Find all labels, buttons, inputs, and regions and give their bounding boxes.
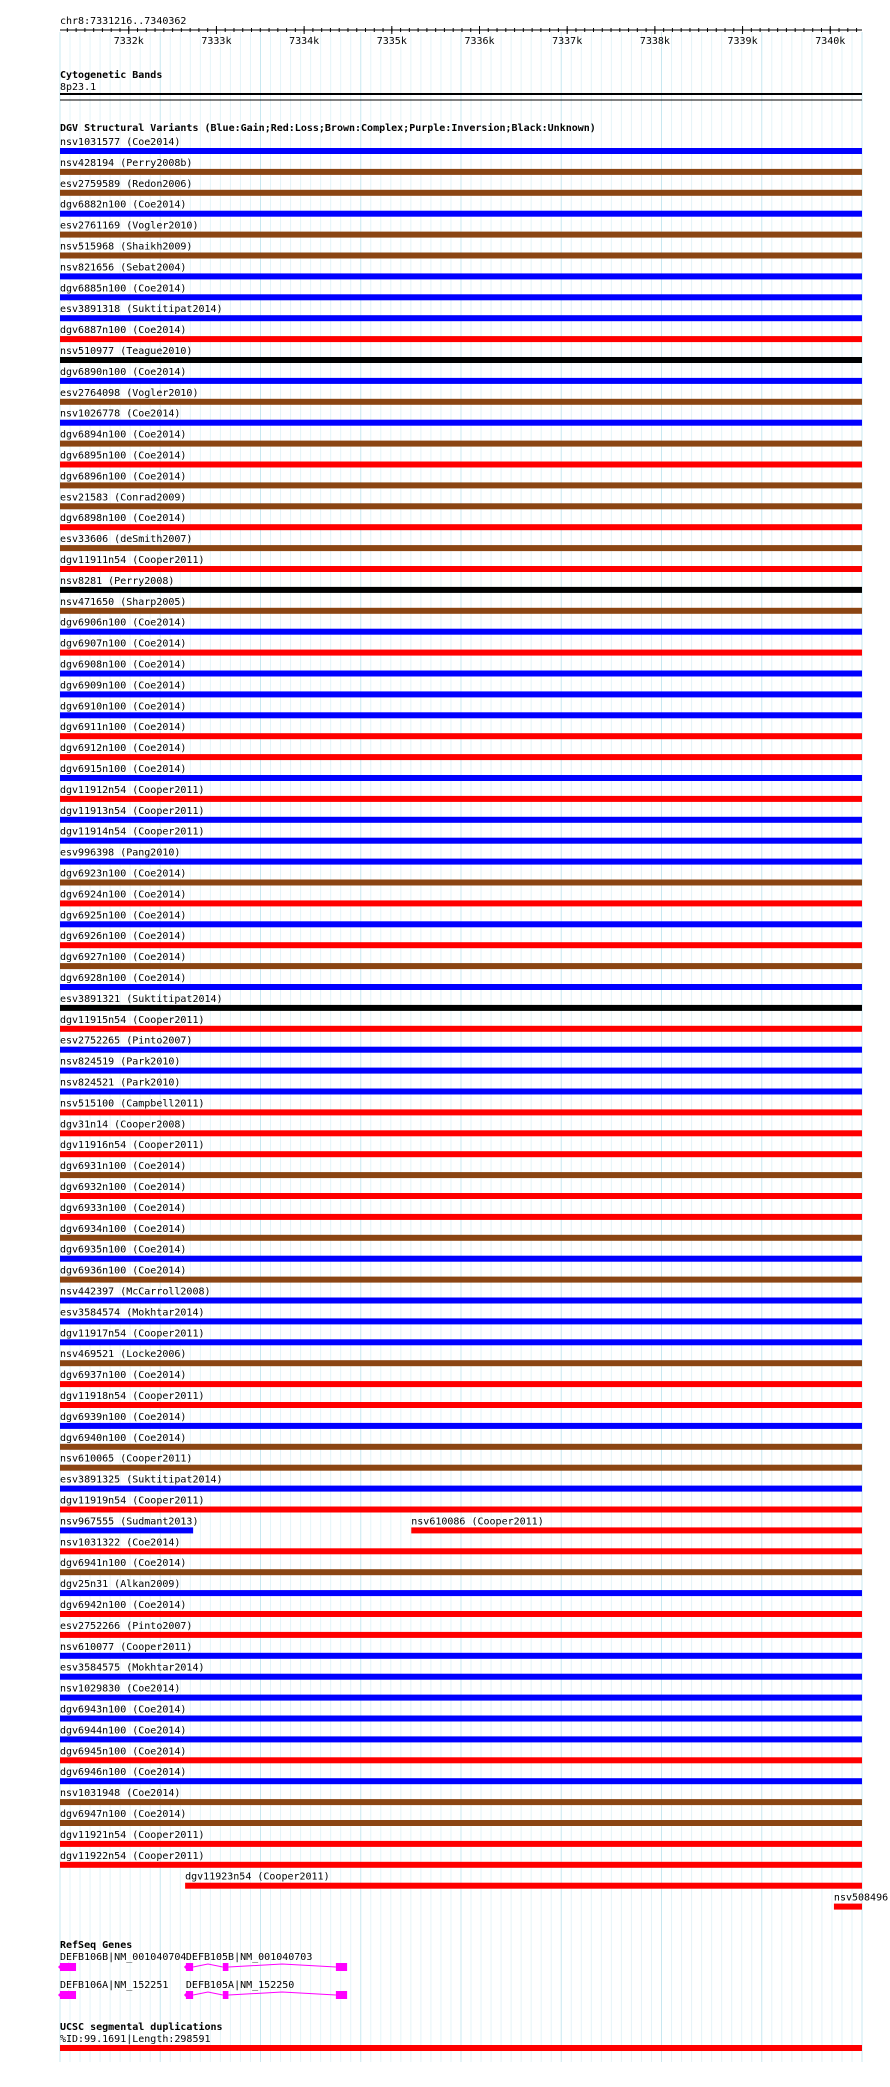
dgv-variant-bar[interactable] <box>60 629 862 635</box>
ruler-tick-label: 7338k <box>639 36 670 47</box>
ruler-tick-label: 7340k <box>815 36 846 47</box>
dgv-variant-bar[interactable] <box>60 566 862 572</box>
dgv-variant-bar[interactable] <box>60 1841 862 1847</box>
dgv-variant-bar[interactable] <box>60 1235 862 1241</box>
refseq-gene-label: DEFB106A|NM_152251 <box>60 1980 169 1991</box>
dgv-variant-bar[interactable] <box>60 399 862 405</box>
dgv-variant-bar[interactable] <box>60 294 862 300</box>
dgv-variant-bar[interactable] <box>60 1444 862 1450</box>
dgv-variant-bar[interactable] <box>60 1402 862 1408</box>
ruler-tick-label: 7335k <box>376 36 407 47</box>
dgv-variant-label: esv3891325 (Suktitipat2014) <box>60 1474 223 1486</box>
dgv-variant-label: dgv31n14 (Cooper2008) <box>60 1119 187 1131</box>
dgv-variant-label: nsv8281 (Perry2008) <box>60 575 175 587</box>
dgv-variant-bar[interactable] <box>60 336 862 342</box>
dgv-variant-label: dgv11922n54 (Cooper2011) <box>60 1850 205 1862</box>
dgv-variant-label: nsv442397 (McCarroll2008) <box>60 1286 211 1298</box>
cytoband-track-title: Cytogenetic Bands <box>60 70 163 81</box>
dgv-variant-label: dgv6887n100 (Coe2014) <box>60 325 187 337</box>
dgv-variant-bar[interactable] <box>60 942 862 948</box>
dgv-variant-bar[interactable] <box>60 1360 862 1366</box>
dgv-variant-label: dgv6924n100 (Coe2014) <box>60 889 187 901</box>
dgv-variant-bar[interactable] <box>60 733 862 739</box>
dgv-variant-bar[interactable] <box>60 190 862 196</box>
dgv-variant-bar[interactable] <box>60 1193 862 1199</box>
dgv-variant-label: nsv471650 (Sharp2005) <box>60 596 187 608</box>
dgv-variant-label: dgv6932n100 (Coe2014) <box>60 1182 187 1193</box>
dgv-variant-label: esv2764098 (Vogler2010) <box>60 387 199 399</box>
dgv-variant-bar[interactable] <box>60 503 862 509</box>
dgv-variant-bar[interactable] <box>60 1068 862 1074</box>
refseq-gene-label: DEFB105B|NM_001040703 <box>185 1952 313 1963</box>
dgv-variant-bar[interactable] <box>60 148 862 154</box>
dgv-variant-label: nsv610077 (Cooper2011) <box>60 1641 193 1653</box>
dgv-variant-bar[interactable] <box>60 1507 862 1513</box>
dgv-variant-bar[interactable] <box>60 1214 862 1220</box>
dgv-variant-label: esv2752265 (Pinto2007) <box>60 1035 193 1047</box>
dgv-variant-bar[interactable] <box>60 1674 862 1680</box>
dgv-variant-label: dgv6890n100 (Coe2014) <box>60 366 187 378</box>
dgv-variant-bar[interactable] <box>60 691 862 697</box>
dgv-variant-bar[interactable] <box>60 1318 862 1324</box>
dgv-variant-label: dgv11915n54 (Cooper2011) <box>60 1014 205 1026</box>
dgv-variant-bar[interactable] <box>60 273 862 279</box>
dgv-variant-bar[interactable] <box>60 1486 862 1492</box>
dgv-variant-bar[interactable] <box>60 1151 862 1157</box>
dgv-variant-bar[interactable] <box>60 524 862 530</box>
dgv-variant-label: nsv824521 (Park2010) <box>60 1077 181 1089</box>
dgv-variant-bar[interactable] <box>60 1590 862 1596</box>
dgv-variant-label: nsv1026778 (Coe2014) <box>60 408 181 420</box>
dgv-variant-bar[interactable] <box>60 608 862 614</box>
dgv-variant-label: esv3584575 (Mokhtar2014) <box>60 1662 205 1674</box>
dgv-variant-bar[interactable] <box>60 1298 862 1304</box>
dgv-variant-label: dgv6909n100 (Coe2014) <box>60 680 187 692</box>
dgv-variant-label: dgv11921n54 (Cooper2011) <box>60 1829 205 1841</box>
ruler-ticks <box>67 26 856 47</box>
dgv-variant-bar[interactable] <box>60 963 862 969</box>
dgv-variant-label: dgv6915n100 (Coe2014) <box>60 764 187 775</box>
dgv-variant-bar[interactable] <box>60 1423 862 1429</box>
cytoband-bar[interactable] <box>60 93 862 95</box>
segdup-bar[interactable] <box>60 2045 862 2051</box>
dgv-variant-bar[interactable] <box>60 712 862 718</box>
dgv-variant-label: nsv1031948 (Coe2014) <box>60 1788 181 1800</box>
dgv-variant-label: esv2759589 (Redon2006) <box>60 178 193 190</box>
dgv-variant-label: dgv6885n100 (Coe2014) <box>60 283 187 295</box>
dgv-variant-label: dgv6944n100 (Coe2014) <box>60 1725 187 1737</box>
dgv-variant-label: dgv11917n54 (Cooper2011) <box>60 1328 205 1340</box>
dgv-variant-label: dgv6906n100 (Coe2014) <box>60 617 187 629</box>
dgv-variant-label: dgv6911n100 (Coe2014) <box>60 722 187 734</box>
dgv-variant-bar[interactable] <box>60 441 862 447</box>
dgv-variant-label: dgv6937n100 (Coe2014) <box>60 1370 187 1382</box>
dgv-variant-label: dgv6939n100 (Coe2014) <box>60 1411 187 1423</box>
dgv-variant-label: dgv6912n100 (Coe2014) <box>60 743 187 755</box>
dgv-variant-rows <box>60 137 888 1910</box>
dgv-variant-label: nsv610065 (Cooper2011) <box>60 1453 193 1465</box>
refseq-intron <box>193 1992 336 1995</box>
ruler-position-label: chr8:7331216..7340362 <box>60 16 187 27</box>
dgv-variant-bar[interactable] <box>60 1047 862 1053</box>
dgv-variant-label: nsv515968 (Shaikh2009) <box>60 241 193 253</box>
dgv-variant-bar[interactable] <box>60 232 862 238</box>
dgv-variant-label: nsv469521 (Locke2006) <box>60 1349 187 1361</box>
dgv-variant-label: nsv1029830 (Coe2014) <box>60 1683 181 1695</box>
dgv-variant-label: nsv967555 (Sudmant2013) <box>60 1516 199 1528</box>
dgv-variant-bar[interactable] <box>60 378 862 384</box>
ruler-tick-label: 7334k <box>289 36 320 47</box>
refseq-exon[interactable] <box>223 1963 229 1971</box>
dgv-variant-bar[interactable] <box>60 775 862 781</box>
dgv-variant-label: esv996398 (Pang2010) <box>60 847 181 859</box>
refseq-gene-label: DEFB106B|NM_001040704 <box>60 1952 187 1963</box>
dgv-variant-bar[interactable] <box>60 211 862 217</box>
dgv-variant-bar[interactable] <box>60 1653 862 1659</box>
refseq-exon[interactable] <box>68 1991 76 1999</box>
dgv-variant-label: esv3584574 (Mokhtar2014) <box>60 1307 205 1319</box>
dgv-variant-label: dgv11918n54 (Cooper2011) <box>60 1391 205 1402</box>
dgv-variant-bar[interactable] <box>60 587 862 593</box>
dgv-variant-label: nsv1031322 (Coe2014) <box>60 1537 181 1549</box>
dgv-variant-label: dgv6907n100 (Coe2014) <box>60 638 187 650</box>
dgv-variant-bar[interactable] <box>60 1548 862 1554</box>
dgv-variant-bar[interactable] <box>60 1862 862 1868</box>
dgv-variant-label: nsv821656 (Sebat2004) <box>60 262 187 274</box>
dgv-variant-bar[interactable] <box>60 984 862 990</box>
dgv-variant-bar[interactable] <box>834 1904 862 1910</box>
refseq-exon[interactable] <box>336 1991 347 1999</box>
dgv-variant-label: dgv6946n100 (Coe2014) <box>60 1767 187 1779</box>
dgv-variant-bar[interactable] <box>60 1277 862 1283</box>
dgv-variant-bar[interactable] <box>60 900 862 906</box>
dgv-variant-label: dgv11914n54 (Cooper2011) <box>60 826 205 838</box>
dgv-variant-bar[interactable] <box>60 671 862 677</box>
dgv-variant-label: dgv11912n54 (Cooper2011) <box>60 784 205 796</box>
dgv-variant-bar[interactable] <box>60 482 862 488</box>
refseq-exon[interactable] <box>336 1963 347 1971</box>
dgv-variant-bar[interactable] <box>60 1778 862 1784</box>
dgv-variant-label: dgv6945n100 (Coe2014) <box>60 1746 187 1758</box>
refseq-intron <box>193 1964 336 1967</box>
dgv-variant-label: nsv508496 <box>833 1892 889 1904</box>
refseq-track-title: RefSeq Genes <box>60 1940 133 1951</box>
dgv-variant-label: dgv6933n100 (Coe2014) <box>60 1202 187 1214</box>
dgv-variant-bar[interactable] <box>60 1820 862 1826</box>
dgv-variant-label: nsv428194 (Perry2008b) <box>60 157 193 169</box>
dgv-variant-bar[interactable] <box>60 859 862 865</box>
dgv-variant-bar[interactable] <box>60 420 862 426</box>
ruler-tick-label: 7336k <box>464 36 495 47</box>
dgv-variant-bar[interactable] <box>60 754 862 760</box>
dgv-variant-bar[interactable] <box>60 1736 862 1742</box>
dgv-variant-label: dgv11923n54 (Cooper2011) <box>185 1871 330 1883</box>
dgv-variant-label: esv3891321 (Suktitipat2014) <box>60 993 223 1005</box>
dgv-variant-label: nsv510977 (Teague2010) <box>60 346 193 357</box>
dgv-variant-bar[interactable] <box>60 817 862 823</box>
dgv-variant-label: dgv6940n100 (Coe2014) <box>60 1432 187 1444</box>
dgv-variant-bar[interactable] <box>60 1256 862 1262</box>
dgv-variant-label: dgv6941n100 (Coe2014) <box>60 1558 187 1570</box>
dgv-variant-bar[interactable] <box>60 921 862 927</box>
dgv-variant-label: dgv11913n54 (Cooper2011) <box>60 805 205 817</box>
dgv-variant-label: dgv6908n100 (Coe2014) <box>60 659 187 671</box>
dgv-variant-label: nsv515100 (Campbell2011) <box>60 1098 205 1110</box>
dgv-variant-label: nsv1031577 (Coe2014) <box>60 137 181 148</box>
dgv-variant-bar[interactable] <box>60 1005 862 1011</box>
dgv-variant-label: dgv11911n54 (Cooper2011) <box>60 555 205 566</box>
dgv-variant-bar[interactable] <box>60 1527 193 1533</box>
dgv-variant-label: dgv6925n100 (Coe2014) <box>60 910 187 922</box>
dgv-variant-label: dgv6882n100 (Coe2014) <box>60 199 187 211</box>
segdup-label: %ID:99.1691|Length:298591 <box>60 2034 211 2045</box>
refseq-exon[interactable] <box>223 1991 229 1999</box>
dgv-variant-label: dgv25n31 (Alkan2009) <box>60 1579 181 1591</box>
dgv-variant-bar[interactable] <box>60 1089 862 1095</box>
dgv-variant-label: esv2761169 (Vogler2010) <box>60 220 199 232</box>
dgv-variant-bar[interactable] <box>411 1527 862 1533</box>
refseq-exon[interactable] <box>68 1963 76 1971</box>
dgv-variant-bar[interactable] <box>60 1381 862 1387</box>
ruler-tick-label: 7333k <box>201 36 232 47</box>
dgv-variant-bar[interactable] <box>60 1695 862 1701</box>
dgv-variant-bar[interactable] <box>60 545 862 551</box>
dgv-variant-bar[interactable] <box>60 1632 862 1638</box>
dgv-variant-label: dgv6943n100 (Coe2014) <box>60 1704 187 1716</box>
dgv-variant-label: dgv6895n100 (Coe2014) <box>60 450 187 462</box>
dgv-variant-bar[interactable] <box>60 838 862 844</box>
dgv-variant-bar[interactable] <box>60 253 862 259</box>
dgv-variant-label: dgv6931n100 (Coe2014) <box>60 1161 187 1173</box>
dgv-variant-bar[interactable] <box>60 1799 862 1805</box>
dgv-variant-label: dgv11919n54 (Cooper2011) <box>60 1495 205 1507</box>
refseq-gene-rows <box>58 1952 347 1999</box>
dgv-variant-bar[interactable] <box>60 1026 862 1032</box>
dgv-variant-label: dgv6928n100 (Coe2014) <box>60 973 187 984</box>
dgv-variant-label: dgv6910n100 (Coe2014) <box>60 701 187 713</box>
ruler-tick-label: 7332k <box>113 36 144 47</box>
dgv-variant-label: dgv6936n100 (Coe2014) <box>60 1265 187 1277</box>
dgv-variant-bar[interactable] <box>60 1716 862 1722</box>
segdup-track-title: UCSC segmental duplications <box>60 2022 223 2033</box>
dgv-track-title: DGV Structural Variants (Blue:Gain;Red:Loss;Brown:Complex;Purple:Inversion;Black:Unknown) <box>60 123 596 134</box>
dgv-variant-bar[interactable] <box>60 1465 862 1471</box>
dgv-variant-label: dgv6942n100 (Coe2014) <box>60 1600 187 1611</box>
dgv-variant-bar[interactable] <box>60 1569 862 1575</box>
dgv-variant-label: nsv824519 (Park2010) <box>60 1056 181 1068</box>
dgv-variant-bar[interactable] <box>60 315 862 321</box>
refseq-gene-label: DEFB105A|NM_152250 <box>185 1980 295 1991</box>
dgv-variant-label: nsv610086 (Cooper2011) <box>411 1516 544 1528</box>
dgv-variant-bar[interactable] <box>60 1339 862 1345</box>
dgv-variant-bar[interactable] <box>60 1611 862 1617</box>
dgv-variant-label: esv3891318 (Suktitipat2014) <box>60 304 223 316</box>
dgv-variant-bar[interactable] <box>60 650 862 656</box>
dgv-variant-label: dgv6935n100 (Coe2014) <box>60 1244 187 1256</box>
dgv-variant-bar[interactable] <box>60 1757 862 1763</box>
dgv-variant-label: esv33606 (deSmith2007) <box>60 534 193 546</box>
dgv-variant-bar[interactable] <box>185 1883 862 1889</box>
cytoband-label: 8p23.1 <box>60 82 97 93</box>
dgv-variant-bar[interactable] <box>60 169 862 175</box>
dgv-variant-label: esv21583 (Conrad2009) <box>60 492 187 504</box>
dgv-variant-bar[interactable] <box>60 796 862 802</box>
dgv-variant-label: dgv6898n100 (Coe2014) <box>60 513 187 525</box>
dgv-variant-label: esv2752266 (Pinto2007) <box>60 1620 193 1632</box>
ruler-tick-label: 7339k <box>727 36 758 47</box>
dgv-variant-label: dgv6894n100 (Coe2014) <box>60 429 187 441</box>
dgv-variant-bar[interactable] <box>60 462 862 468</box>
ruler-tick-label: 7337k <box>552 36 583 47</box>
dgv-variant-label: dgv6896n100 (Coe2014) <box>60 471 187 483</box>
dgv-variant-bar[interactable] <box>60 880 862 886</box>
dgv-variant-label: dgv6923n100 (Coe2014) <box>60 868 187 880</box>
dgv-variant-label: dgv6947n100 (Coe2014) <box>60 1809 187 1820</box>
dgv-variant-label: dgv6926n100 (Coe2014) <box>60 931 187 943</box>
dgv-variant-bar[interactable] <box>60 1130 862 1136</box>
dgv-variant-bar[interactable] <box>60 1172 862 1178</box>
dgv-variant-label: dgv6927n100 (Coe2014) <box>60 952 187 964</box>
dgv-variant-bar[interactable] <box>60 1109 862 1115</box>
dgv-variant-bar[interactable] <box>60 357 862 363</box>
dgv-variant-label: dgv11916n54 (Cooper2011) <box>60 1140 205 1152</box>
dgv-variant-label: dgv6934n100 (Coe2014) <box>60 1223 187 1235</box>
